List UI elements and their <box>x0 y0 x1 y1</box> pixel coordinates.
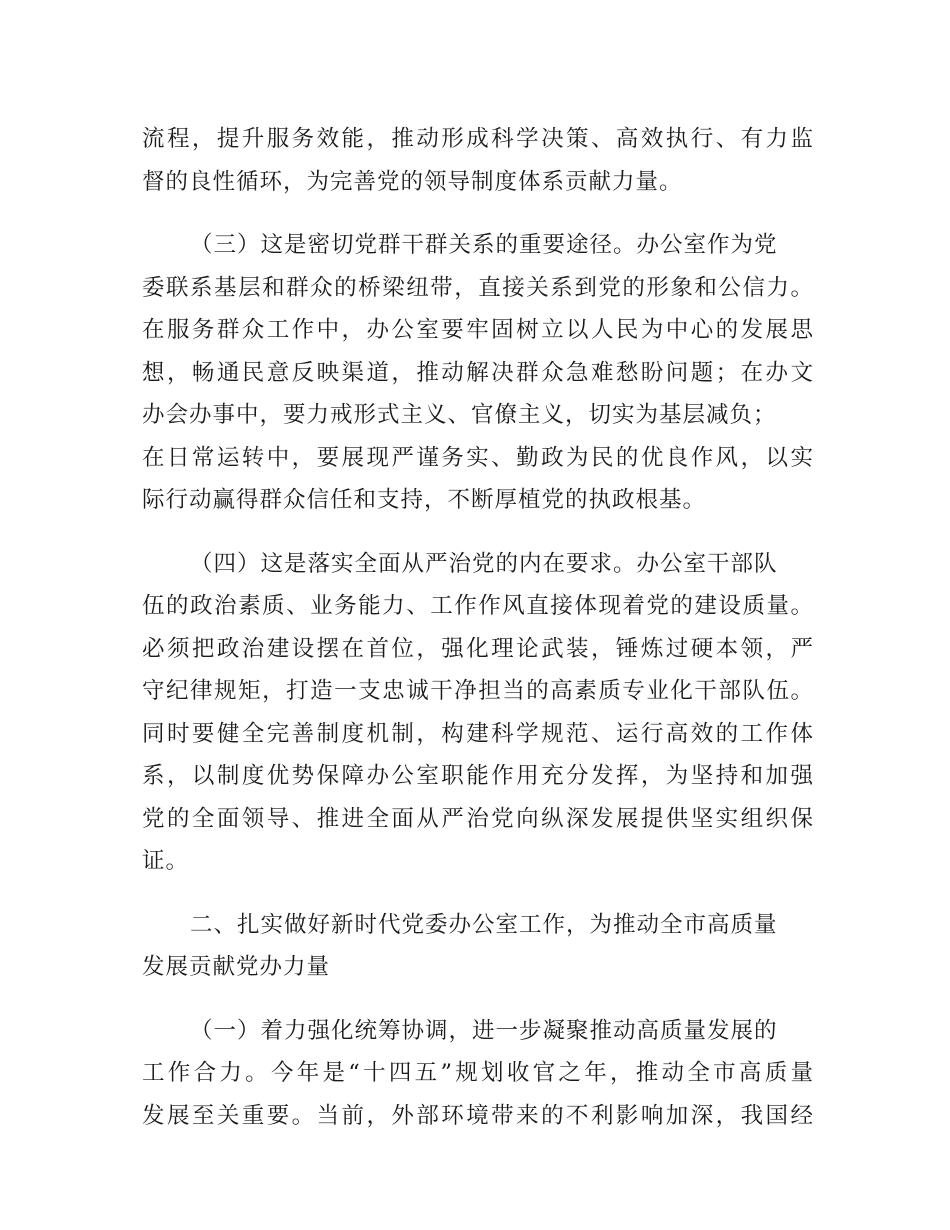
paragraph-line: （四）这是落实全面从严治党的内在要求。办公室干部队 <box>190 550 778 577</box>
paragraph-line: 必须把政治建设摆在首位，强化理论武装，锤炼过硬本领，严 <box>142 635 814 662</box>
paragraph-line: 在服务群众工作中，办公室要牢固树立以人民为中心的发展思 <box>142 317 814 343</box>
paragraph-line: 党的全面领导、推进全面从严治党向纵深发展提供坚实组织保 <box>142 805 814 832</box>
paragraph-line: 工作合力。今年是“十四五”规划收官之年，推动全市高质量 <box>142 1060 814 1086</box>
paragraph-line: 系，以制度优势保障办公室职能作用充分发挥，为坚持和加强 <box>142 763 814 789</box>
paragraph-section-three <box>142 224 814 522</box>
paragraph-line: 守纪律规矩，打造一支忠诚干净担当的高素质专业化干部队伍。 <box>142 678 814 704</box>
paragraph-line: 委联系基层和群众的桥梁纽带，直接关系到党的形象和公信力。 <box>142 274 814 301</box>
paragraph-line: 证。 <box>142 848 190 874</box>
heading-line: 发展贡献党办力量 <box>142 954 331 980</box>
paragraph-line: 流程，提升服务效能，推动形成科学决策、高效执行、有力监 <box>142 126 814 152</box>
paragraph-line: 督的良性循环，为完善党的领导制度体系贡献力量。 <box>142 168 683 195</box>
paragraph-line: 发展至关重要。当前，外部环境带来的不利影响加深，我国经 <box>142 1102 814 1129</box>
paragraph-line: 伍的政治素质、业务能力、工作作风直接体现着党的建设质量。 <box>142 593 814 619</box>
paragraph-line: （一）着力强化统筹协调，进一步凝聚推动高质量发展的 <box>190 1017 778 1044</box>
section-heading-two <box>142 904 814 989</box>
paragraph-line: （三）这是密切党群干群关系的重要途径。办公室作为党 <box>190 232 778 258</box>
paragraph-subsection-one <box>142 1010 814 1138</box>
paragraph-continuation <box>142 118 814 203</box>
heading-line: 二、扎实做好新时代党委办公室工作，为推动全市高质量 <box>190 911 778 938</box>
paragraph-line: 同时要健全完善制度机制，构建科学规范、运行高效的工作体 <box>142 720 814 747</box>
document-body <box>142 118 814 1137</box>
paragraph-section-four <box>142 543 814 883</box>
paragraph-line: 际行动赢得群众信任和支持，不断厚植党的执政根基。 <box>142 487 707 513</box>
paragraph-line: 想，畅通民意反映渠道，推动解决群众急难愁盼问题；在办文 <box>142 359 814 386</box>
paragraph-line: 在日常运转中，要展现严谨务实、勤政为民的优良作风，以实 <box>142 444 814 471</box>
paragraph-line: 办会办事中，要力戒形式主义、官僚主义，切实为基层减负； <box>142 402 777 428</box>
